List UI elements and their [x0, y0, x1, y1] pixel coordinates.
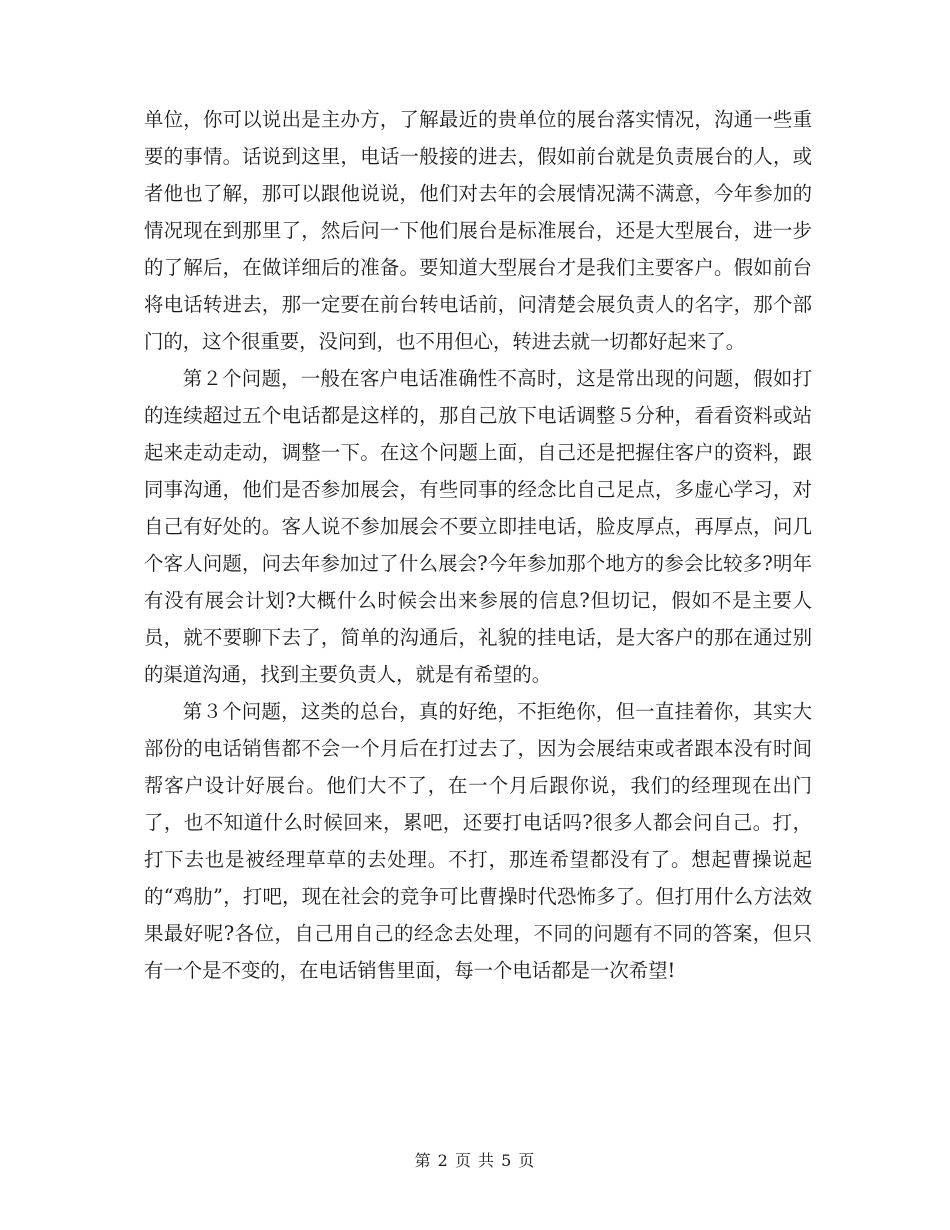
body-text	[144, 101, 812, 989]
paragraph-question-3: 第３个问题，这类的总台，真的好绝，不拒绝你，但一直挂着你，其实大部份的电话销售都不会一个月后在打过去了，因为会展结束或者跟本没有时间帮客户设计好展台。他们大不了，在一个月后跟你说，我们的经理现在出门了，也不知道什么时候回来，累吧，还要打电话吗?很多人都会问自己。打，打下去也是被经理草草的去处理。不打，那连希望都没有了。想起曹操说起的“鸡肋”，打吧，现在社会的竞争可比曹操时代恐怖多了。但打用什么方法效果最好呢?各位，自己用自己的经念去处理，不同的问题有不同的答案，但只有一个是不变的，在电话销售里面，每一个电话都是一次希望!	[144, 700, 812, 982]
paragraph-continuation: 单位，你可以说出是主办方，了解最近的贵单位的展台落实情况，沟通一些重要的事情。话说到这里，电话一般接的进去，假如前台就是负责展台的人，或者他也了解，那可以跟他说说，他们对去年的会展情况满不满意，今年参加的情况现在到那里了，然后问一下他们展台是标准展台，还是大型展台，进一步的了解后，在做详细后的准备。要知道大型展台才是我们主要客户。假如前台将电话转进去，那一定要在前台转电话前，问清楚会展负责人的名字，那个部门的，这个很重要，没问到，也不用但心，转进去就一切都好起来了。	[144, 108, 812, 353]
page-number-footer: 第 2 页 共 5 页	[414, 1151, 536, 1170]
paragraph-question-2: 第２个问题，一般在客户电话准确性不高时，这是常出现的问题，假如打的连续超过五个电话都是这样的，那自己放下电话调整５分种，看看资料或站起来走动走动，调整一下。在这个问题上面，自己还是把握住客户的资料，跟同事沟通，他们是否参加展会，有些同事的经念比自己足点，多虚心学习，对自己有好处的。客人说不参加展会不要立即挂电话，脸皮厚点，再厚点，问几个客人问题，问去年参加过了什么展会?今年参加那个地方的参会比较多?明年有没有展会计划?大概什么时候会出来参展的信息?但切记，假如不是主要人员，就不要聊下去了，简单的沟通后，礼貌的挂电话，是大客户的那在通过别的渠道沟通，找到主要负责人，就是有希望的。	[144, 367, 812, 686]
